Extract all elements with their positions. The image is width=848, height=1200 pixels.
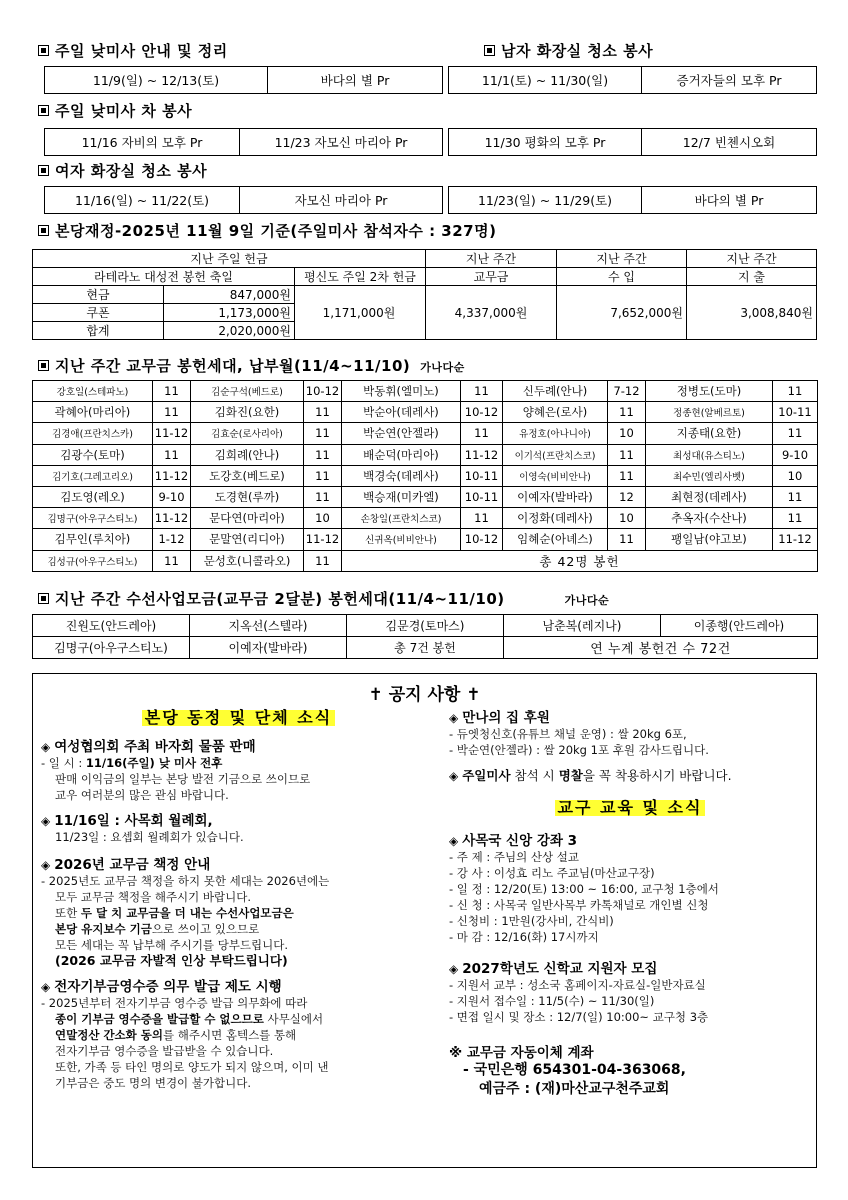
dues-name: 김성규(아우구스티노) [33,550,153,571]
tea-service-table-right [448,128,817,156]
manna-line: - 듀엣청신호(유튜브 채널 운영) : 쌀 20kg 6포, [449,727,687,741]
finance-header-cash: 지난 주일 헌금 [33,250,426,268]
dues-row [33,444,818,465]
dues-line: - 2025년도 교무금 책정을 하지 못한 세대는 2026년에는 [41,874,330,888]
dues-name: 문성호(니콜라오) [191,550,304,571]
repair-name: 진원도(안드레아) [33,615,190,637]
mass-guide-table [44,66,443,94]
notice-left-column: 본당 동정 및 단체 소식 ◈ 여성협의회 주최 바자회 물품 판매 - 일 시 : 11/16(주일) 낮 미사 전후 판매 이익금의 일부는 본당 발전 기금으로 쓰이므로 교우 여러분의 많은 관심 바랍니다. ◈ 11/16일 : 사목회 월례회, 11/23일 : 요셉회 월례회가 있습니다. ◈ 2026년 교무금 책정 안내 - 2025년도 교무금 책정을 하지 못한 세대는 2026년에는 모두 교무금 책정을 해주시기 바랍니다. 또한 두 달 치 교무금을 더 내는 수선사업모금은 본당 유지보수 기금으로 쓰이고 있으므로 모든 세대는 꼭 납부해 주시기를 당부드립니다. (2026 교무금 자발적 인상 부탁드립니다) ◈ 전자기부금영수증 의무 발급 제도 시행 - 2025년부터 전자기부금 영수증 발급 의무화에 따라 종이 기부금 영수증을 발급할 수 없으므로 사무실에서 연말정산 간소화 동의를 해주시면 홈텍스를 통해 전자기부금 영수증을 발급받을 수 있습니다. 또한, 가족 등 타인 명의로 양도가 되지 않으며, 이미 낸 기부금은 중도 명의 변경이 불가합니다. [41,706,436,1091]
dues-name: 문말연(리디아) [191,529,304,550]
receipt-line: 전자기부금 영수증을 발급받을 수 있습니다. [55,1044,274,1058]
dues-month: 10-12 [461,529,503,550]
receipt-line: 기부금은 중도 명의 변경이 불가합니다. [55,1076,252,1090]
diamond-bullet-icon: ◈ [449,962,459,976]
tea-service-item: 11/16 자비의 모후 Pr [45,129,240,156]
diamond-bullet-icon: ◈ [41,814,51,828]
lecture-heading: ◈ 사목국 신앙 강좌 3 [449,833,578,849]
dues-name: 박순연(안젤라) [342,423,461,444]
dues-name: 김화진(요한) [191,402,304,423]
transfer-heading: ※ 교무금 자동이체 계좌 [449,1045,594,1061]
men-restroom-table [448,66,817,94]
dues-month: 12 [608,486,646,507]
finance-expense-value: 3,008,840원 [687,286,817,340]
finance-coupon-label: 쿠폰 [33,304,164,322]
tea-service-item: 11/30 평화의 모후 Pr [449,129,642,156]
dues-month: 11 [304,402,342,423]
dues-name: 김경애(프란치스카) [33,423,153,444]
dues-total: 총 42명 봉헌 [342,550,818,571]
diamond-bullet-icon: ◈ [41,740,51,754]
manna-heading: ◈ 만나의 집 후원 [449,710,550,726]
dues-name: 유정호(아나니아) [503,423,608,444]
dues-line: 모두 교무금 책정을 해주시기 바랍니다. [55,890,252,904]
dues-month: 7-12 [608,381,646,402]
dues-month: 11 [153,444,191,465]
meeting-heading: ◈ 11/16일 : 사목회 월례회, [41,813,213,829]
finance-header-income: 지난 주간 [557,250,687,268]
tea-service-item: 12/7 빈첸시오회 [642,129,817,156]
finance-income-value: 7,652,000원 [557,286,687,340]
men-restroom-group: 증거자들의 모후 Pr [642,67,817,94]
dues-name: 김순구석(베드로) [191,381,304,402]
finance-table [32,249,817,340]
dues-month: 11-12 [153,465,191,486]
dues-month: 11 [773,423,818,444]
dues-month: 11 [153,402,191,423]
square-bullet-icon [38,45,49,56]
parish-news-heading: 본당 동정 및 단체 소식 [142,710,335,726]
dues-name: 김명구(아우구스티노) [33,508,153,529]
repair-table [32,614,818,659]
bazaar-heading: ◈ 여성협의회 주최 바자회 물품 판매 [41,739,256,755]
lecture-line: - 신 청 : 사목국 일반사목부 카톡채널로 개인별 신청 [449,898,709,912]
nametag-notice: ◈ 주일미사 참석 시 명찰을 꼭 착용하시기 바랍니다. [449,768,732,783]
finance-header-expense2: 지 출 [687,268,817,286]
men-restroom-title: 남자 화장실 청소 봉사 [484,40,653,61]
square-bullet-icon [38,225,49,236]
repair-year-total: 연 누계 봉헌건 수 72건 [504,637,818,659]
dues-name: 이기석(프란치스코) [503,444,608,465]
dues-month: 11 [304,465,342,486]
dues-row [33,402,818,423]
square-bullet-icon [484,45,495,56]
dues-month: 10-11 [773,402,818,423]
dues-name: 김광수(토마) [33,444,153,465]
diamond-bullet-icon: ◈ [41,858,51,872]
dues-month: 10 [773,465,818,486]
repair-name: 지옥선(스텔라) [190,615,347,637]
dues-name: 지종태(요한) [646,423,773,444]
dues-month: 11 [304,444,342,465]
receipt-heading: ◈ 전자기부금영수증 의무 발급 제도 시행 [41,979,282,995]
diamond-bullet-icon: ◈ [449,769,459,783]
mass-guide-period: 11/9(일) ~ 12/13(토) [45,67,268,94]
finance-coupon-value: 1,173,000원 [164,304,295,322]
finance-total-value: 2,020,000원 [164,322,295,340]
lecture-line: - 강 사 : 이성효 리노 주교님(마산교구장) [449,866,655,880]
women-restroom-group: 바다의 별 Pr [642,187,817,214]
finance-header-second: 평신도 주일 2차 헌금 [295,268,426,286]
dues-row [33,381,818,402]
dues-row [33,508,818,529]
diamond-bullet-icon: ◈ [449,711,459,725]
finance-due-value: 4,337,000원 [426,286,557,340]
finance-total-label: 합계 [33,322,164,340]
seminary-heading: ◈ 2027학년도 신학교 지원자 모집 [449,961,658,977]
repair-name: 남춘복(레지나) [504,615,661,637]
dues-name: 배순덕(마리아) [342,444,461,465]
dues-name: 신귀옥(비비안나) [342,529,461,550]
dues-name: 이예자(발바라) [503,486,608,507]
square-bullet-icon [38,105,49,116]
dues-name: 도경현(루까) [191,486,304,507]
meeting-line: 11/23일 : 요셉회 월례회가 있습니다. [55,830,244,844]
dues-name: 김희례(안나) [191,444,304,465]
dues-month: 1-12 [153,529,191,550]
repair-name: 이종행(안드레아) [661,615,818,637]
tea-service-table-left [44,128,443,156]
women-restroom-period: 11/16(일) ~ 11/22(토) [45,187,240,214]
dues-month: 10 [608,508,646,529]
dues-name: 추옥자(수산나) [646,508,773,529]
square-bullet-icon [38,360,49,371]
lecture-line: - 신청비 : 1만원(강사비, 간식비) [449,914,614,928]
dues-month: 11-12 [461,444,503,465]
dues-month: 9-10 [773,444,818,465]
square-bullet-icon [38,165,49,176]
dues-name: 최성대(유스티노) [646,444,773,465]
dues-name: 박순아(데레사) [342,402,461,423]
diamond-bullet-icon: ◈ [449,834,459,848]
dues-month: 11 [773,486,818,507]
repair-total: 총 7건 봉헌 [347,637,504,659]
dues-name: 김도영(레오) [33,486,153,507]
dues-table [32,380,818,572]
women-restroom-table-left [44,186,443,214]
dues-title: 지난 주간 교무금 봉헌세대, 납부월(11/4~11/10) 가나다순 [38,355,465,376]
dues-row [33,529,818,550]
dues-name: 강호일(스테파노) [33,381,153,402]
finance-header-lateran: 라테라노 대성전 봉헌 축일 [33,268,295,286]
repair-name: 이예자(발바라) [190,637,347,659]
finance-cash-value: 847,000원 [164,286,295,304]
dues-month: 11 [304,423,342,444]
finance-header-expense: 지난 주간 [687,250,817,268]
dues-name: 최수민(엘리사벳) [646,465,773,486]
seminary-line: - 지원서 교부 : 성소국 홈페이지-자료실-일반자료실 [449,978,706,992]
mass-guide-group: 바다의 별 Pr [268,67,443,94]
dues-month: 11 [304,486,342,507]
dues-row [33,486,818,507]
women-restroom-period: 11/23(일) ~ 11/29(토) [449,187,642,214]
finance-cash-label: 현금 [33,286,164,304]
dues-name: 문다연(마리아) [191,508,304,529]
dues-month: 11-12 [153,423,191,444]
mass-guide-title: 주일 낮미사 안내 및 정리 [38,40,228,61]
notice-title: ✝ 공지 사항 ✝ [368,685,481,705]
men-restroom-period: 11/1(토) ~ 11/30(일) [449,67,642,94]
dues-name: 팽일남(야고보) [646,529,773,550]
dues-name: 김기호(그레고리오) [33,465,153,486]
dues-name: 손창일(프란치스코) [342,508,461,529]
manna-line: - 박순연(안젤라) : 쌀 20kg 1포 후원 감사드립니다. [449,743,709,757]
dues-month: 11 [773,381,818,402]
repair-name: 김명구(아우구스티노) [33,637,190,659]
dues-row [33,423,818,444]
dues-name: 신두례(안나) [503,381,608,402]
dues-name: 백경숙(데레사) [342,465,461,486]
dues-name: 도강호(베드로) [191,465,304,486]
dues-month: 11 [608,465,646,486]
dues-name: 김무인(루치아) [33,529,153,550]
receipt-line: 또한, 가족 등 타인 명의로 양도가 되지 않으며, 이미 낸 [55,1060,329,1074]
finance-header-due: 지난 주간 [426,250,557,268]
dues-name: 정종현(알베르토) [646,402,773,423]
notice-right-column [449,706,811,1099]
dues-row [33,465,818,486]
transfer-account: - 국민은행 654301-04-363068, [463,1062,686,1078]
notice-box [32,673,817,1168]
dues-name: 양혜은(로사) [503,402,608,423]
dues-month: 10 [608,423,646,444]
diamond-bullet-icon: ◈ [41,980,51,994]
dues-line: (2026 교무금 자발적 인상 부탁드립니다) [55,953,288,968]
dues-month: 10-12 [461,402,503,423]
dues-month: 10-11 [461,486,503,507]
dues-month: 11-12 [153,508,191,529]
dues-name: 정병도(도마) [646,381,773,402]
lecture-line: - 마 감 : 12/16(화) 17시까지 [449,930,599,944]
dues-name: 김효순(로사리아) [191,423,304,444]
dues-month: 10-11 [461,465,503,486]
dues-month: 11 [461,508,503,529]
dues-month: 11 [773,508,818,529]
dues-name: 곽혜아(마리아) [33,402,153,423]
dues-month: 9-10 [153,486,191,507]
bazaar-line: 판매 이익금의 일부는 본당 발전 기금으로 쓰이므로 [55,772,311,786]
dues-month: 11 [461,423,503,444]
finance-header-due2: 교무금 [426,268,557,286]
diocese-news-heading: 교구 교육 및 소식 [555,800,706,816]
square-bullet-icon [38,593,49,604]
receipt-line: - 2025년부터 전자기부금 영수증 발급 의무화에 따라 [41,996,308,1010]
repair-title: 지난 주간 수선사업모금(교무금 2달분) 봉헌세대(11/4~11/10) 가나다순 [38,588,609,609]
dues-month: 11 [461,381,503,402]
dues-name: 백승재(미카엘) [342,486,461,507]
dues-name: 최현정(데레사) [646,486,773,507]
dues-month: 11 [304,550,342,571]
repair-name: 김문경(토마스) [347,615,504,637]
dues-name: 이정화(데레사) [503,508,608,529]
dues-month: 11-12 [773,529,818,550]
dues-month: 10 [304,508,342,529]
seminary-line: - 지원서 접수일 : 11/5(수) ~ 11/30(일) [449,994,655,1008]
tea-service-item: 11/23 자모신 마리아 Pr [240,129,443,156]
lecture-line: - 주 제 : 주님의 산상 설교 [449,850,579,864]
dues-month: 11-12 [304,529,342,550]
dues-month: 11 [608,402,646,423]
women-restroom-group: 자모신 마리아 Pr [240,187,443,214]
women-restroom-table-right [448,186,817,214]
dues-month: 11 [608,529,646,550]
bazaar-line: 교우 여러분의 많은 관심 바랍니다. [55,788,229,802]
dues-month: 10-12 [304,381,342,402]
transfer-holder: 예금주 : (재)마산교구천주교회 [479,1081,670,1097]
finance-header-income2: 수 입 [557,268,687,286]
dues-month: 11 [608,444,646,465]
dues-name: 이영숙(비비안나) [503,465,608,486]
dues-2026-heading: ◈ 2026년 교무금 책정 안내 [41,857,211,873]
dues-line: 모든 세대는 꼭 납부해 주시기를 당부드립니다. [55,938,289,952]
women-restroom-title: 여자 화장실 청소 봉사 [38,160,207,181]
dues-name: 임혜순(아녜스) [503,529,608,550]
dues-month: 11 [153,381,191,402]
finance-second-value: 1,171,000원 [295,286,426,340]
tea-service-title: 주일 낮미사 차 봉사 [38,100,192,121]
dues-month: 11 [153,550,191,571]
lecture-line: - 일 정 : 12/20(토) 13:00 ~ 16:00, 교구청 1층에서 [449,882,719,896]
finance-title: 본당재정-2025년 11월 9일 기준(주일미사 참석자수 : 327명) [38,220,496,241]
dues-name: 박동휘(엘미노) [342,381,461,402]
seminary-line: - 면접 일시 및 장소 : 12/7(일) 10:00~ 교구청 3층 [449,1010,709,1024]
